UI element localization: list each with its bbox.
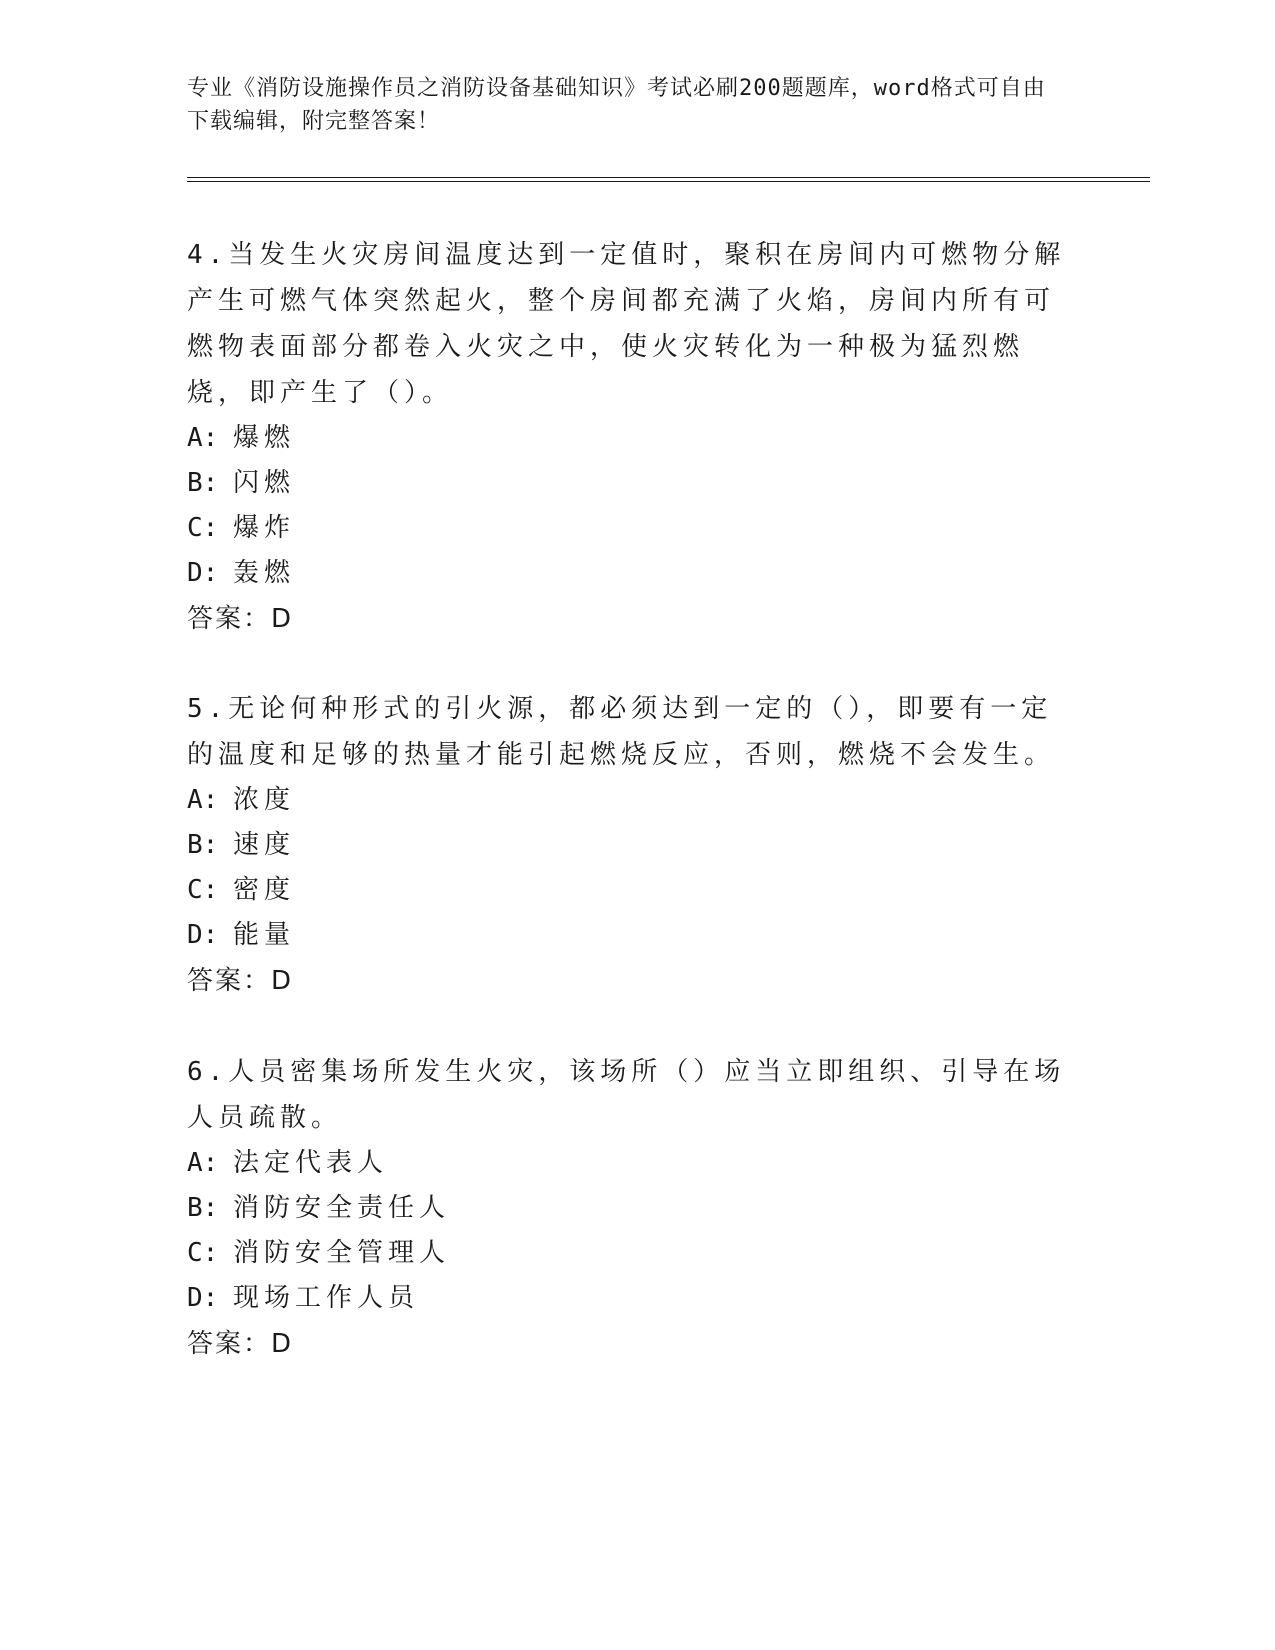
option-key: D: <box>187 920 219 950</box>
option-a <box>187 1141 1067 1186</box>
option-key: D: <box>187 558 219 588</box>
question-stem: 4.当发生火灾房间温度达到一定值时，聚积在房间内可燃物分解产生可燃气体突然起火，整个房间都充满了火焰，房间内所有可燃物表面部分都卷入火灾之中，使火灾转化为一种极为猛烈燃烧，即产生了（）。 <box>187 240 1066 408</box>
option-text: 消防安全管理人 <box>233 1238 451 1268</box>
option-text: 轰燃 <box>233 558 296 588</box>
option-c <box>187 868 1067 913</box>
answer-line: 答案：D <box>187 604 294 634</box>
option-key: A: <box>187 785 219 815</box>
option-b <box>187 823 1067 868</box>
option-text: 法定代表人 <box>233 1148 389 1178</box>
option-text: 浓度 <box>233 785 296 815</box>
option-text: 爆燃 <box>233 423 296 453</box>
header-divider-bottom <box>187 181 1150 182</box>
option-key: C: <box>187 1238 219 1268</box>
question-5 <box>187 686 1067 1004</box>
option-key: A: <box>187 423 219 453</box>
option-a <box>187 416 1067 461</box>
option-key: D: <box>187 1283 219 1313</box>
option-key: C: <box>187 513 219 543</box>
question-4 <box>187 232 1067 642</box>
option-b <box>187 1186 1067 1231</box>
option-d <box>187 1276 1067 1321</box>
question-stem: 5.无论何种形式的引火源，都必须达到一定的（），即要有一定的温度和足够的热量才能引起燃烧反应，否则，燃烧不会发生。 <box>187 694 1056 770</box>
question-stem: 6.人员密集场所发生火灾，该场所（）应当立即组织、引导在场人员疏散。 <box>187 1057 1066 1133</box>
answer-line: 答案：D <box>187 966 294 996</box>
option-text: 爆炸 <box>233 513 296 543</box>
option-key: B: <box>187 468 219 498</box>
option-a <box>187 778 1067 823</box>
option-text: 闪燃 <box>233 468 296 498</box>
option-key: B: <box>187 830 219 860</box>
header-divider-top <box>187 177 1150 178</box>
option-key: B: <box>187 1193 219 1223</box>
document-header: 专业《消防设施操作员之消防设备基础知识》考试必刷200题题库，word格式可自由下载编辑，附完整答案！ <box>187 76 1046 134</box>
answer-line: 答案：D <box>187 1329 294 1359</box>
option-key: C: <box>187 875 219 905</box>
option-d <box>187 913 1067 958</box>
option-text: 能量 <box>233 920 296 950</box>
option-b <box>187 461 1067 506</box>
option-text: 现场工作人员 <box>233 1283 420 1313</box>
option-text: 消防安全责任人 <box>233 1193 451 1223</box>
option-text: 密度 <box>233 875 296 905</box>
option-d <box>187 551 1067 596</box>
option-c <box>187 506 1067 551</box>
option-c <box>187 1231 1067 1276</box>
option-key: A: <box>187 1148 219 1178</box>
option-text: 速度 <box>233 830 296 860</box>
question-6 <box>187 1049 1067 1367</box>
